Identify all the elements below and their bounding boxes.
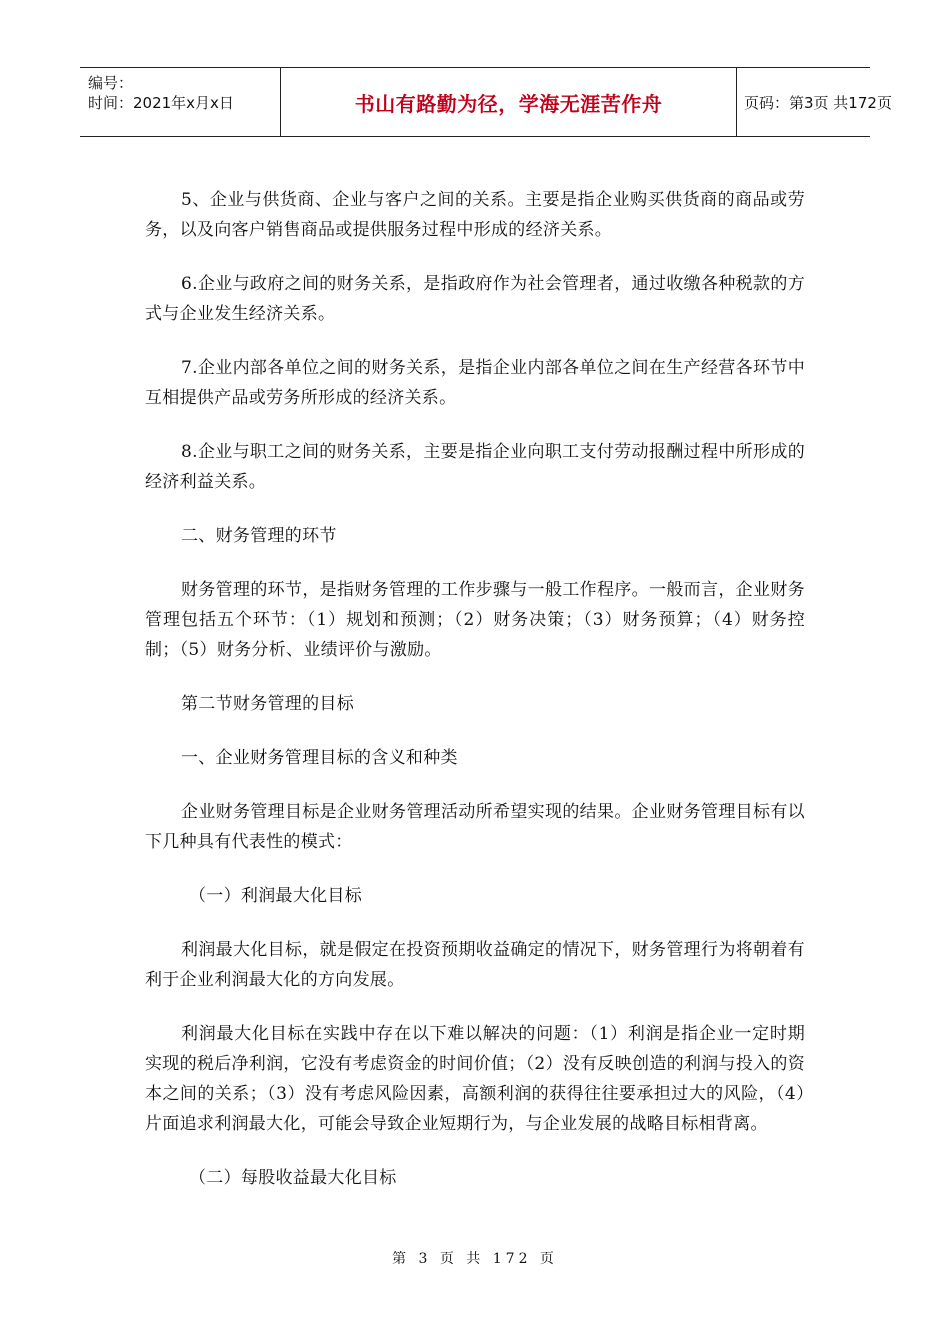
date-label: 时间：2021年x月x日 <box>88 94 234 112</box>
paragraph-employee-relation: 8.企业与职工之间的财务关系，主要是指企业向职工支付劳动报酬过程中所形成的经济利益关系。 <box>145 442 805 492</box>
section-heading-stages: 二、财务管理的环节 <box>181 526 337 546</box>
subheading-eps-max: （二）每股收益最大化目标 <box>189 1168 397 1188</box>
paragraph-profit-max-definition: 利润最大化目标，就是假定在投资预期收益确定的情况下，财务管理行为将朝着有利于企业利润最大化的方向发展。 <box>145 940 805 990</box>
header-motto-cell <box>280 68 737 136</box>
paragraph-objective-definition: 企业财务管理目标是企业财务管理活动所希望实现的结果。企业财务管理目标有以下几种具有代表性的模式： <box>145 802 805 852</box>
paragraph-internal-relation: 7.企业内部各单位之间的财务关系，是指企业内部各单位之间在生产经营各环节中互相提供产品或劳务所形成的经济关系。 <box>145 358 805 408</box>
subsection-heading-meaning: 一、企业财务管理目标的含义和种类 <box>181 748 458 768</box>
number-label: 编号： <box>88 74 134 92</box>
header-meta <box>80 68 280 136</box>
paragraph-profit-max-problems: 利润最大化目标在实践中存在以下难以解决的问题：（1）利润是指企业一定时期实现的税后净利润，它没有考虑资金的时间价值；（2）没有反映创造的利润与投入的资本之间的关系；（3）没有考虑风险因素，高额利润的获得往往要承担过大的风险，（4）片面追求利润最大化，可能会导致企业短期行为，与企业发展的战略目标相背离。 <box>145 1024 806 1134</box>
paragraph-supplier-relation: 5、企业与供货商、企业与客户之间的关系。主要是指企业购买供货商的商品或劳务，以及向客户销售商品或提供服务过程中形成的经济关系。 <box>145 190 805 240</box>
motto: 书山有路勤为径，学海无涯苦作舟 <box>354 91 663 116</box>
document-header <box>80 67 892 137</box>
page-info: 页码：第3页 共172页 <box>744 93 892 112</box>
document-body <box>145 185 805 1217</box>
paragraph-government-relation: 6.企业与政府之间的财务关系，是指政府作为社会管理者，通过收缴各种税款的方式与企业发生经济关系。 <box>145 274 805 324</box>
paragraph-stages: 财务管理的环节，是指财务管理的工作步骤与一般工作程序。一般而言，企业财务管理包括五个环节：（1）规划和预测；（2）财务决策；（3）财务预算；（4）财务控制；（5）财务分析、业绩评价与激励。 <box>145 580 805 660</box>
subheading-profit-max: （一）利润最大化目标 <box>189 886 362 906</box>
section-heading-objectives: 第二节财务管理的目标 <box>181 694 354 714</box>
page-footer: 第 3 页 共 172 页 <box>392 1251 558 1267</box>
header-page-cell <box>736 68 892 136</box>
